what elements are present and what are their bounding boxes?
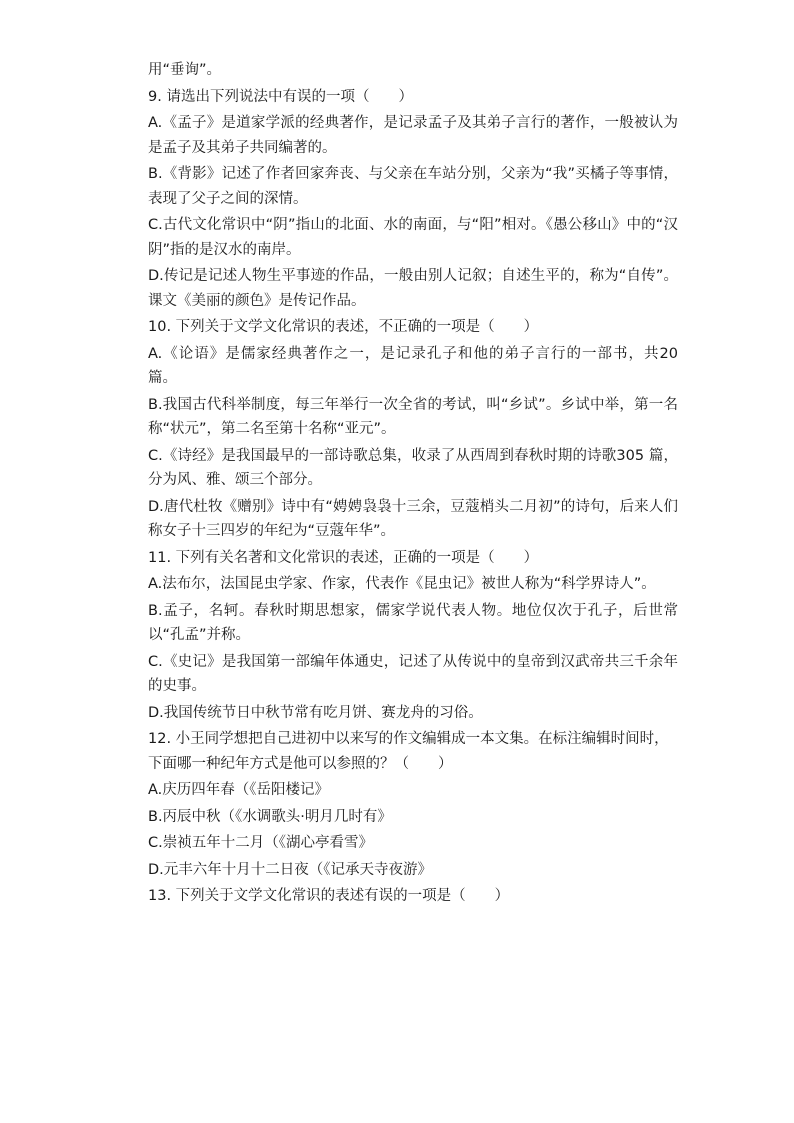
q11-option-a: A.法布尔，法国昆虫学家、作家，代表作《昆虫记》被世人称为“科学界诗人”。 (148, 576, 656, 592)
question-9: 9. 请选出下列说法中有误的一项（ ） (148, 88, 413, 105)
q12-option-a: A.庆历四年春（《岳阳楼记》 (148, 782, 330, 798)
q12-option-c: C.崇祯五年十二月（《湖心亭看雪》 (148, 835, 373, 851)
q10-option-b: B.我国古代科举制度，每三年举行一次全省的考试，叫“乡试”。乡试中举，第一名称“状元”，第二名至第十名称“亚元”。 (148, 396, 678, 437)
q9-option-b: B.《背影》记述了作者回家奔丧、与父亲在车站分别，父亲为“我”买橘子等事情，表现了父子之间的深情。 (148, 166, 678, 207)
q11-option-b: B.孟子，名轲。春秋时期思想家，儒家学说代表人物。地位仅次于孔子，后世常以“孔孟”并称。 (148, 602, 678, 643)
q11-option-c: C.《史记》是我国第一部编年体通史，记述了从传说中的皇帝到汉武帝共三千余年的史事。 (148, 653, 678, 694)
question-11: 11. 下列有关名著和文化常识的表述，正确的一项是（ ） (148, 549, 539, 566)
q11-option-d: D.我国传统节日中秋节常有吃月饼、赛龙舟的习俗。 (148, 704, 483, 721)
question-12: 12. 小王同学想把自己进初中以来写的作文编辑成一本文集。在标注编辑时间时，下面哪一种纪年方式是他可以参照的？（ ） (148, 731, 669, 772)
document-body (148, 58, 678, 911)
q9-option-a: A.《孟子》是道家学派的经典著作，是记录孟子及其弟子言行的著作，一般被认为是孟子及其弟子共同编著的。 (148, 115, 678, 156)
q9-option-d: D.传记是记述人物生平事迹的作品，一般由别人记叙；自述生平的，称为“自传”。课文《美丽的颜色》是传记作品。 (148, 268, 678, 309)
question-10: 10. 下列关于文学文化常识的表述，不正确的一项是（ ） (148, 319, 539, 335)
q9-option-c: C.古代文化常识中“阴”指山的北面、水的南面，与“阳”相对。《愚公移山》中的“汉阴”指的是汉水的南岸。 (148, 217, 678, 258)
q12-option-b: B.丙辰中秋（《水调歌头·明月几时有》 (148, 808, 392, 825)
q12-option-d: D.元丰六年十月十二日夜（《记承天寺夜游》 (148, 861, 433, 878)
question-13: 13. 下列关于文学文化常识的表述有误的一项是（ ） (148, 888, 510, 904)
q10-option-a: A.《论语》是儒家经典著作之一，是记录孔子和他的弟子言行的一部书，共20 篇。 (148, 345, 678, 386)
q10-option-d: D.唐代杜牧《赠别》诗中有“娉娉袅袅十三余，豆蔻梢头二月初”的诗句，后来人们称女子十三四岁的年纪为“豆蔻年华”。 (148, 498, 678, 539)
paragraph-continuation: 用“垂询”。 (148, 62, 222, 78)
q10-option-c: C.《诗经》是我国最早的一部诗歌总集，收录了从西周到春秋时期的诗歌305 篇，分为风、雅、颂三个部分。 (148, 447, 678, 488)
